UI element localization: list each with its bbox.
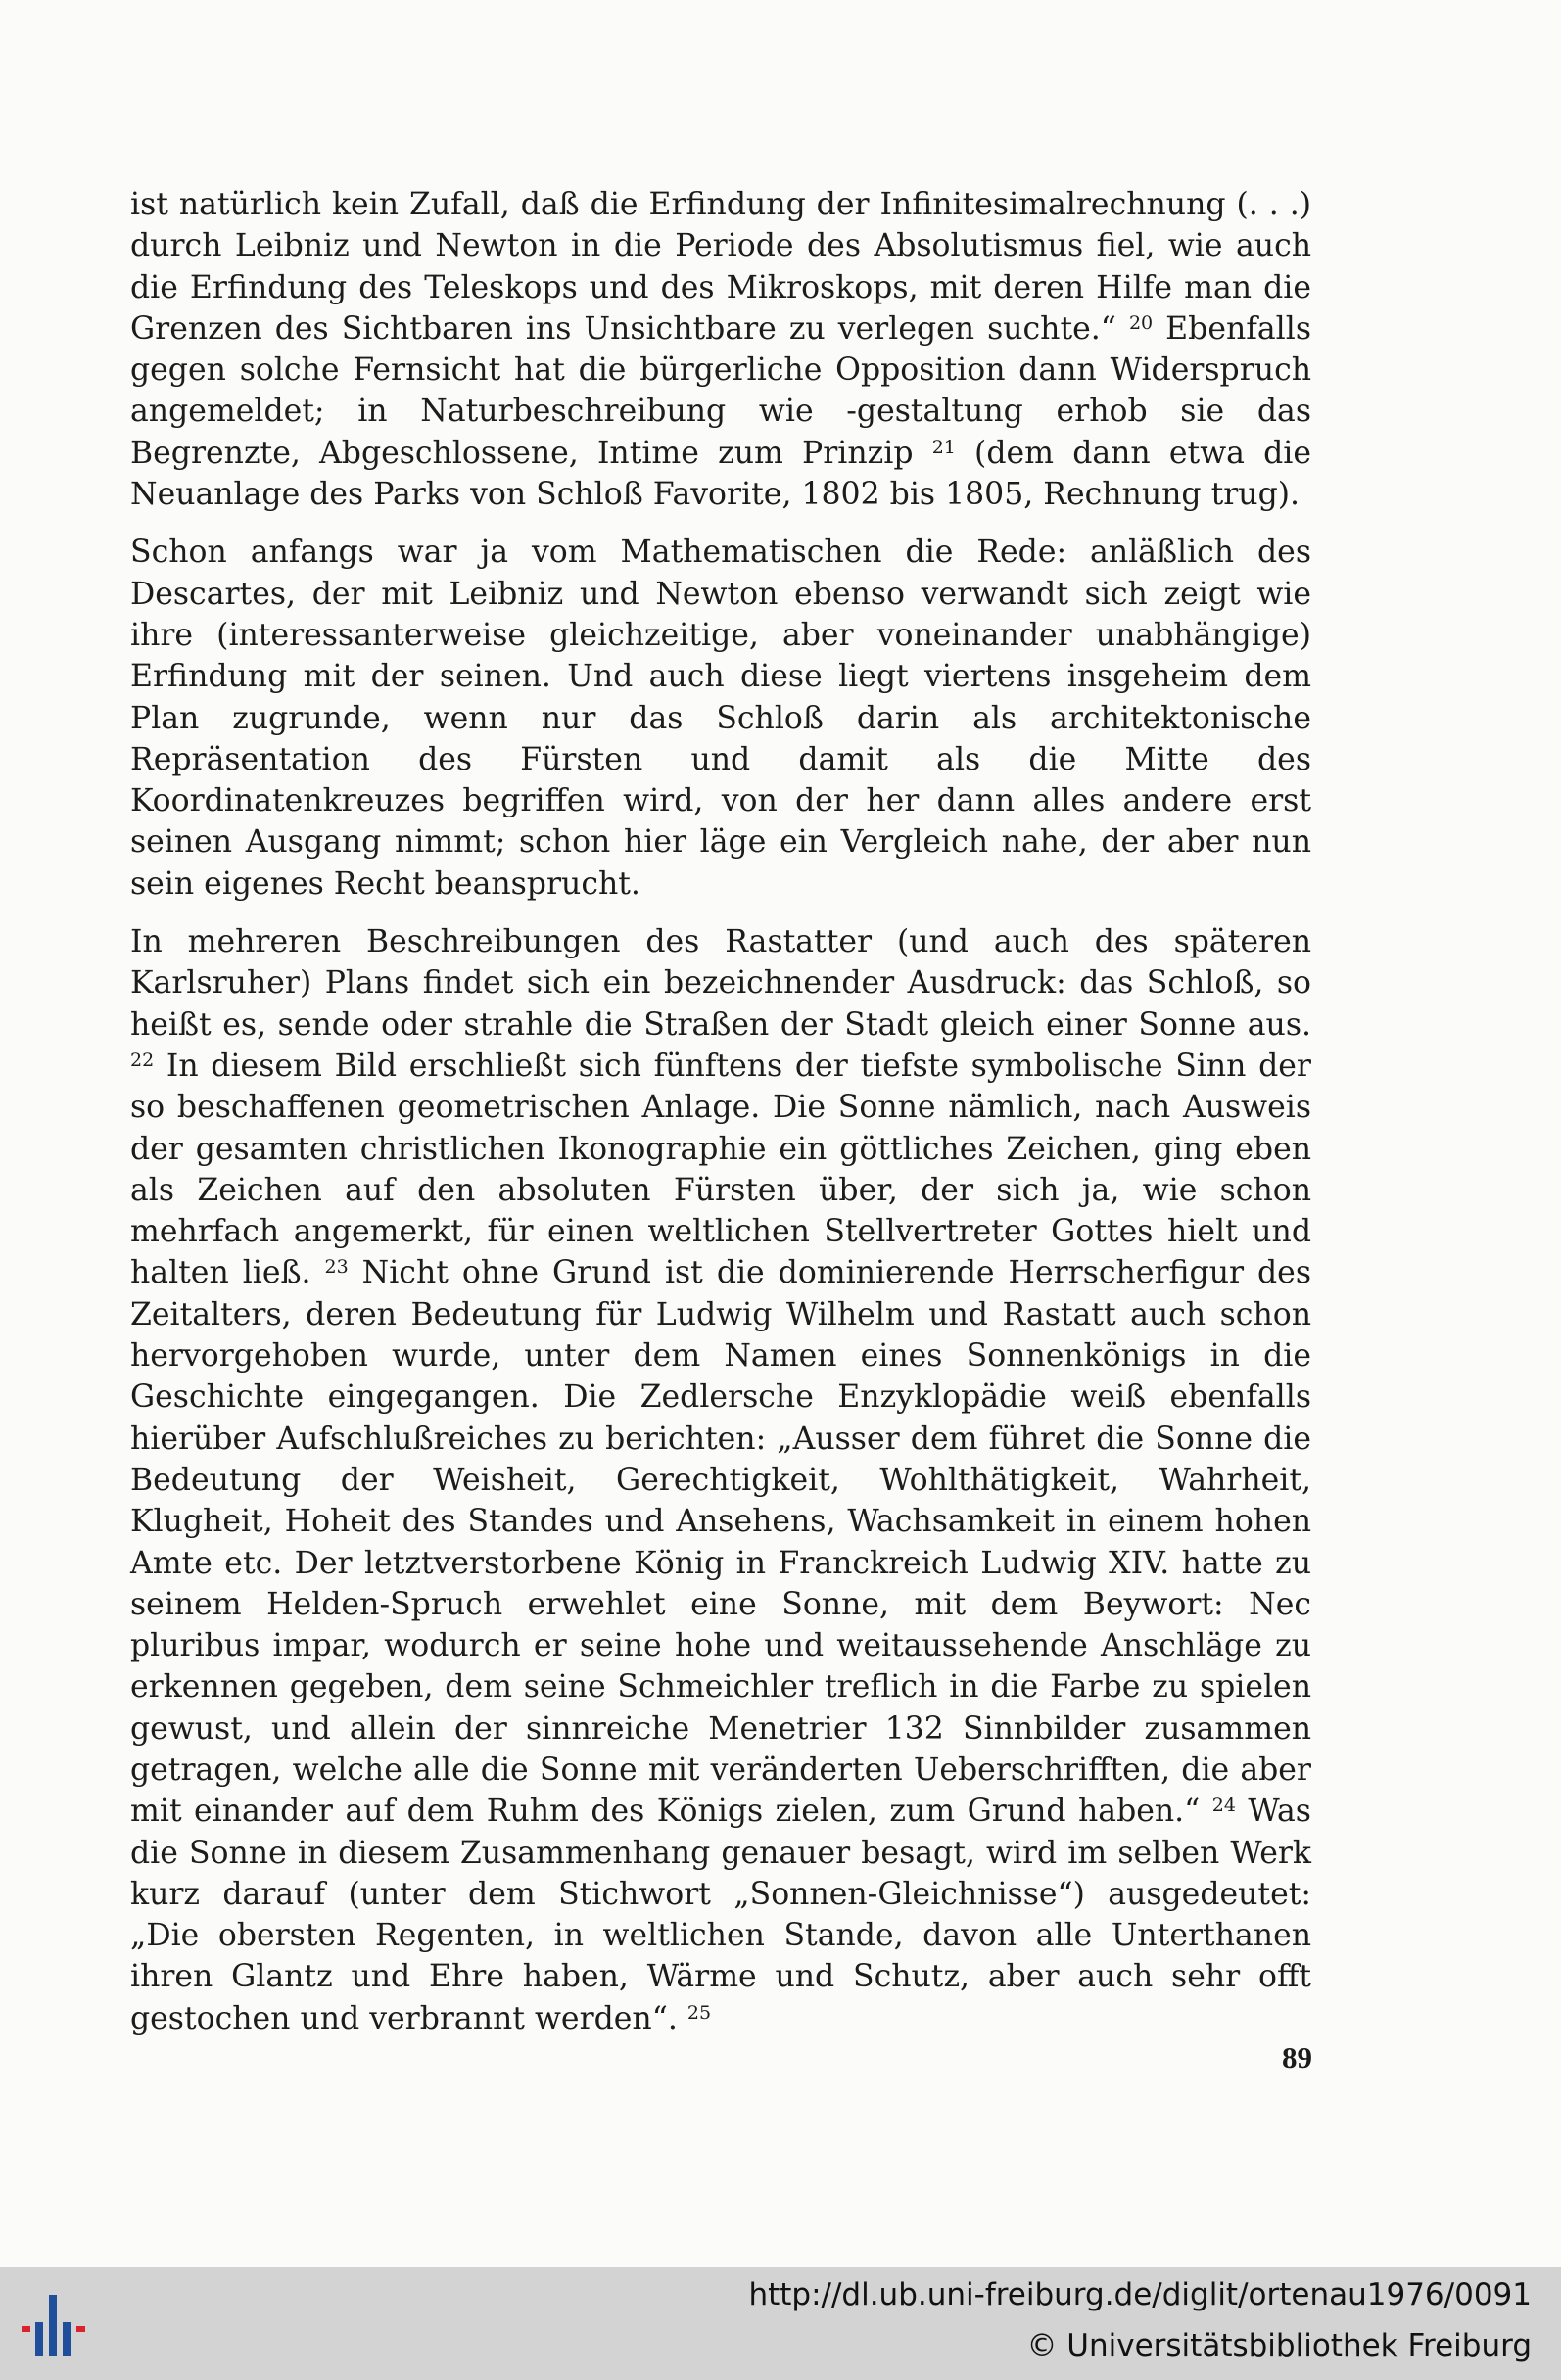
footnote-ref-25[interactable]: 25	[686, 2001, 712, 2024]
footnote-ref-24[interactable]: 24	[1211, 1795, 1236, 1817]
page-number: 89	[1282, 2040, 1312, 2075]
text-run: Was die Sonne in diesem Zusammenhang genauer besagt, wird im selben Werk kurz darauf (unter dem Stichwort „Sonnen-Gleichnisse“) ausgedeutet: „Die obersten Regenten, in weltlichen Stande, davon alle Unterthanen ihren Glantz und Ehre haben, Wärme und Schutz, aber auch sehr offt gestochen und verbrannt werden“.	[130, 1794, 1311, 2036]
text-run: In mehreren Beschreibungen des Rastatter (und auch des späteren Karlsruher) Plans findet sich ein bezeichnender Ausdruck: das Schloß, so heißt es, sende oder strahle die Straßen der Stadt gleich einer Sonne aus.	[130, 924, 1311, 1043]
logo-blue-bar-left	[35, 2322, 43, 2356]
footer-copyright: © Universitätsbibliothek Freiburg	[1026, 2328, 1532, 2363]
body-text	[130, 184, 1311, 2056]
text-run: In diesem Bild erschließt sich fünftens der tiefste symbolische Sinn der so beschaffenen geometrischen Anlage. Die Sonne nämlich, nach Ausweis der gesamten christlichen Ikonographie ein göttliches Zeichen, ging eben als Zeichen auf den absoluten Fürsten über, der sich ja, wie schon mehrfach angemerkt, für einen weltlichen Stellvertreter Gottes hielt und halten ließ.	[130, 1048, 1311, 1291]
footer-url[interactable]: http://dl.ub.uni-freiburg.de/diglit/ortenau1976/0091	[748, 2277, 1532, 2312]
logo-blue-bar-tall	[49, 2295, 57, 2356]
paragraph-3	[130, 921, 1311, 2039]
footnote-ref-23[interactable]: 23	[324, 1256, 349, 1279]
footnote-ref-20[interactable]: 20	[1128, 311, 1154, 334]
text-run: (dem dann etwa die Neuanlage des Parks von Schloß Favorite, 1802 bis 1805, Rechnung trug).	[130, 435, 1311, 513]
paragraph-2	[130, 532, 1311, 905]
logo-red-dot-right	[76, 2326, 85, 2332]
footnote-ref-21[interactable]: 21	[931, 436, 956, 458]
text-run: ist natürlich kein Zufall, daß die Erfindung der Infinitesimalrechnung (. . .) durch Leibniz und Newton in die Periode des Absolutismus fiel, wie auch die Erfindung des Teleskops und des Mikroskops, mit deren Hilfe man die Grenzen des Sichtbaren ins Unsichtbare zu verlegen suchte.“	[130, 187, 1311, 347]
text-run: Nicht ohne Grund ist die dominierende Herrscherfigur des Zeitalters, deren Bedeutung für Ludwig Wilhelm und Rastatt auch schon hervorgehoben wurde, unter dem Namen eines Sonnenkönigs in die Geschichte eingegangen. Die Zedlersche Enzyklopädie weiß ebenfalls hierüber Aufschlußreiches zu berichten: „Ausser dem führet die Sonne die Bedeutung der Weisheit, Gerechtigkeit, Wohlthätigkeit, Wahrheit, Klugheit, Hoheit des Standes und Ansehens, Wachsamkeit in einem hohen Amte etc. Der letztverstorbene König in Franckreich Ludwig XIV. hatte zu seinem Helden-Spruch erwehlet eine Sonne, mit dem Beywort: Nec pluribus impar, wodurch er seine hohe und weitaussehende Anschläge zu erkennen gegeben, dem seine Schmeichler treflich in die Farbe zu spielen gewust, und allein der sinnreiche Menetrier 132 Sinnbilder zusammen getragen, welche alle die Sonne mit veränderten Ueberschrifften, die aber mit einander auf dem Ruhm des Königs zielen, zum Grund haben.“	[130, 1255, 1311, 1830]
logo-red-dot-left	[22, 2326, 30, 2332]
ub-freiburg-logo-icon[interactable]	[18, 2281, 106, 2369]
footer-bar	[0, 2267, 1561, 2380]
logo-blue-bar-right	[63, 2322, 71, 2356]
paragraph-1	[130, 184, 1311, 515]
footnote-ref-22[interactable]: 22	[130, 1049, 155, 1071]
text-run: Schon anfangs war ja vom Mathematischen die Rede: anläßlich des Descartes, der mit Leibniz und Newton ebenso verwandt sich zeigt wie ihre (interessanterweise gleichzeitige, aber voneinander unabhängige) Erfindung mit der seinen. Und auch diese liegt viertens insgeheim dem Plan zugrunde, wenn nur das Schloß darin als architektonische Repräsentation des Fürsten und damit als die Mitte des Koordinatenkreuzes begriffen wird, von der her dann alles andere erst seinen Ausgang nimmt; schon hier läge ein Vergleich nahe, der aber nun sein eigenes Recht beansprucht.	[130, 535, 1311, 902]
text-run: Ebenfalls gegen solche Fernsicht hat die bürgerliche Opposition dann Widerspruch angemeldet; in Naturbeschreibung wie -gestaltung erhob sie das Begrenzte, Abgeschlossene, Intime zum Prinzip	[130, 310, 1312, 471]
